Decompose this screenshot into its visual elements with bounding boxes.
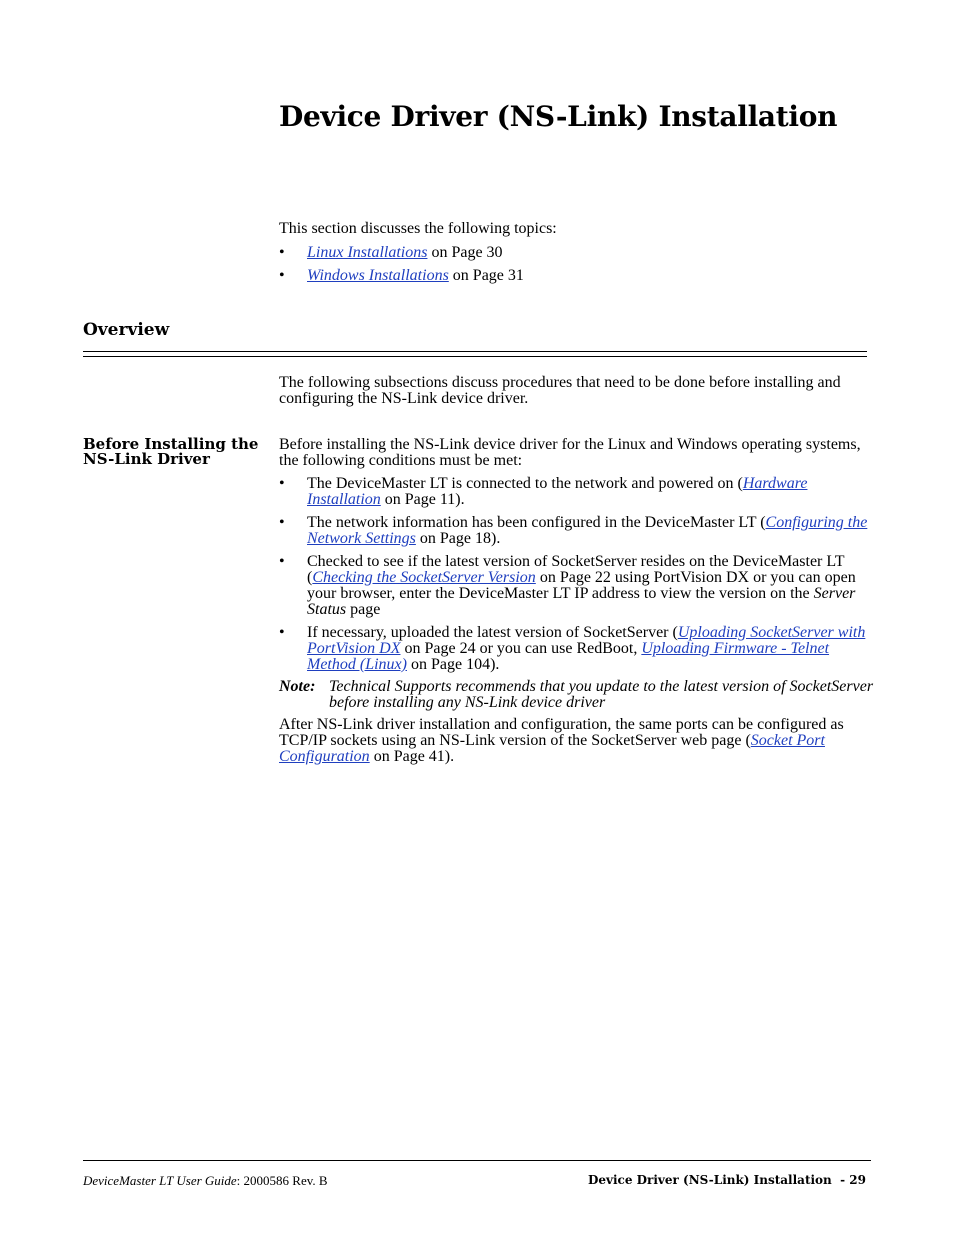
bullet: • bbox=[279, 553, 285, 570]
overview-text: The following subsections discuss procedures that need to be done before installing and configuring the NS-Link device driver. bbox=[279, 374, 841, 407]
item-text: on Page 11). bbox=[380, 491, 465, 508]
item-emphasis: Server Status bbox=[307, 585, 856, 618]
footer-doc-info bbox=[83, 1173, 328, 1189]
before-intro-text: Before installing the NS-Link device driver for the Linux and Windows operating systems, the following conditions must be met: bbox=[279, 436, 861, 469]
topic-list bbox=[279, 245, 524, 291]
bullet: • bbox=[279, 475, 285, 492]
list-item bbox=[279, 476, 879, 508]
bullet: • bbox=[279, 514, 285, 531]
link-windows-installations[interactable]: Windows Installations bbox=[307, 267, 449, 284]
item-text: If necessary, uploaded the latest version of SocketServer ( bbox=[307, 624, 678, 641]
link-socket-port-configuration[interactable]: Socket Port Configuration bbox=[279, 732, 825, 765]
note-text: Technical Supports recommends that you update to the latest version of SocketServer before installing any NS-Link device driver bbox=[329, 678, 874, 711]
side-heading-before-installing bbox=[83, 437, 263, 467]
item-text: The network information has been configured in the DeviceMaster LT ( bbox=[307, 514, 766, 531]
note-block bbox=[279, 679, 879, 711]
item-text: Checked to see if the latest version of SocketServer resides on the DeviceMaster LT ( bbox=[307, 553, 845, 586]
item-text: on Page 18). bbox=[415, 530, 501, 547]
paragraph-text: on Page 41). bbox=[369, 748, 455, 765]
item-text: on Page 104). bbox=[406, 656, 500, 673]
side-heading-line: NS-Link Driver bbox=[83, 450, 210, 468]
bullet: • bbox=[279, 624, 285, 641]
intro-text: This section discusses the following topics: bbox=[279, 220, 557, 237]
list-item bbox=[279, 245, 524, 268]
note-label: Note: bbox=[279, 678, 316, 695]
footer-divider bbox=[83, 1160, 871, 1161]
link-uploading-firmware-telnet[interactable]: Uploading Firmware - Telnet Method (Linux) bbox=[307, 640, 830, 673]
footer-doc-title: DeviceMaster LT User Guide bbox=[83, 1173, 237, 1188]
section-heading-overview: Overview bbox=[83, 320, 170, 340]
link-uploading-socketserver-portvision[interactable]: Uploading SocketServer with PortVision DX bbox=[307, 624, 866, 657]
item-text: on Page 22 using PortVision DX or you can open your browser, enter the DeviceMaster LT IP address to view the version on the bbox=[307, 569, 856, 602]
paragraph-text: After NS-Link driver installation and configuration, the same ports can be configured as TCP/IP sockets using an NS-Link version of the SocketServer web page ( bbox=[279, 716, 844, 749]
page-ref: on Page 30 bbox=[427, 244, 503, 261]
side-heading-line: Before Installing the bbox=[83, 435, 259, 453]
list-item bbox=[279, 268, 524, 291]
item-text: on Page 24 or you can use RedBoot, bbox=[400, 640, 642, 657]
link-checking-socketserver-version[interactable]: Checking the SocketServer Version bbox=[312, 569, 536, 586]
bullet: • bbox=[279, 267, 285, 284]
list-item bbox=[279, 625, 879, 673]
page-ref: on Page 31 bbox=[448, 267, 524, 284]
footer-doc-number: : 2000586 Rev. B bbox=[236, 1173, 328, 1188]
list-item bbox=[279, 554, 879, 618]
conditions-list bbox=[279, 476, 879, 680]
item-text: page bbox=[346, 601, 381, 618]
item-text: The DeviceMaster LT is connected to the network and powered on ( bbox=[307, 475, 743, 492]
section-divider bbox=[83, 351, 867, 357]
list-item bbox=[279, 515, 879, 547]
link-hardware-installation[interactable]: Hardware Installation bbox=[307, 475, 808, 508]
after-install-text bbox=[279, 717, 874, 765]
footer-page-label: Device Driver (NS-Link) Installation - 29 bbox=[587, 1173, 866, 1187]
chapter-title: Device Driver (NS-Link) Installation bbox=[279, 100, 838, 133]
bullet: • bbox=[279, 244, 285, 261]
link-linux-installations[interactable]: Linux Installations bbox=[307, 244, 428, 261]
link-configuring-network-settings[interactable]: Configuring the Network Settings bbox=[307, 514, 868, 547]
